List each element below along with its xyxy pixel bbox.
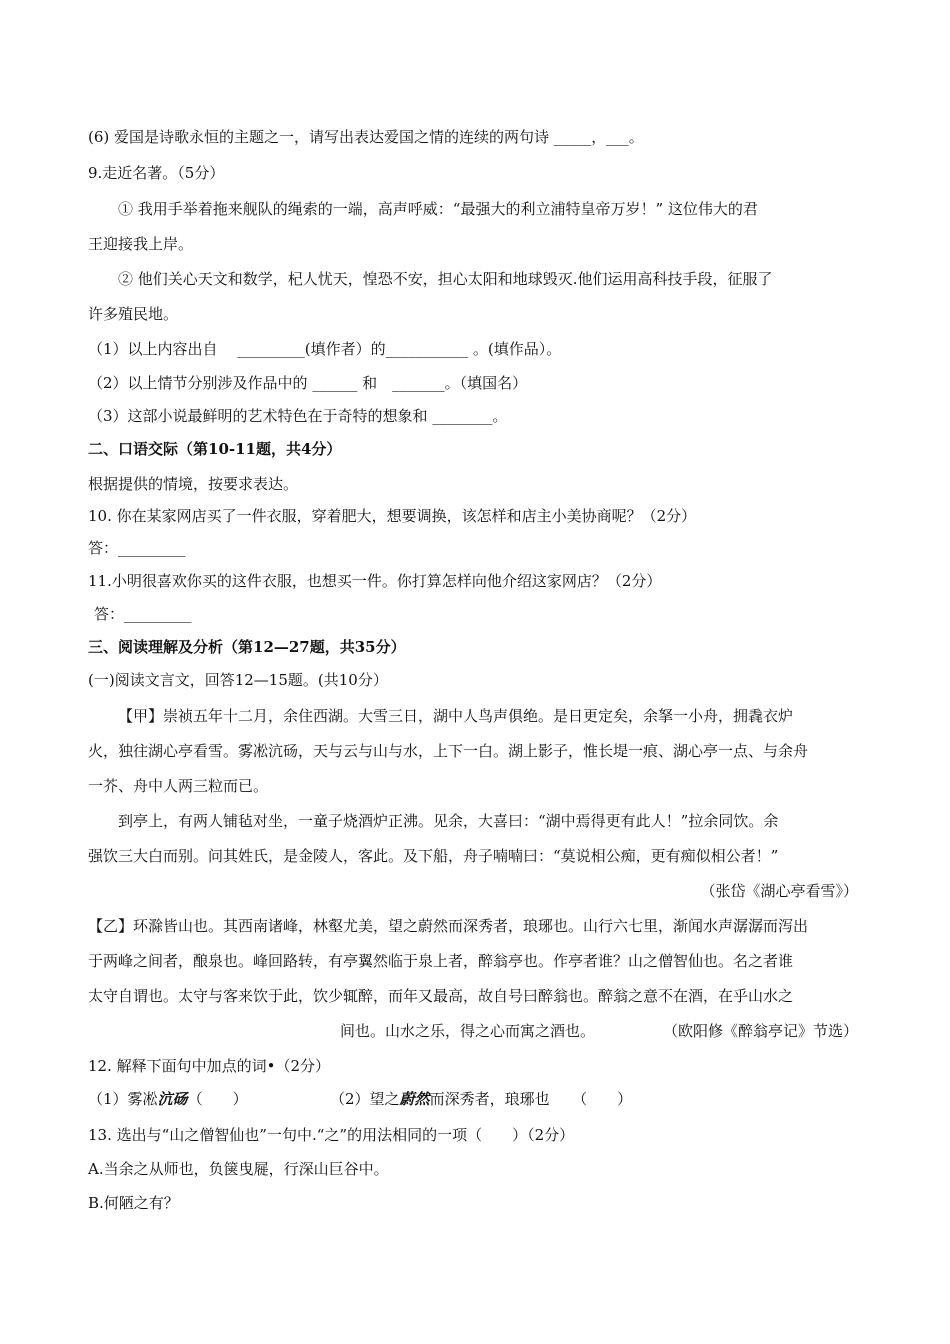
jia-line1: 【甲】崇祯五年十二月，余住西湖。大雪三日，湖中人鸟声俱绝。是日更定矣，余拏一小舟，拥毳衣炉 xyxy=(118,707,794,725)
q13-text: 13. 选出与“山之僧智仙也”一句中.“之”的用法相同的一项（ ）（2分） xyxy=(88,1126,575,1144)
q12-text: 12. 解释下面句中加点的词•（2分） xyxy=(88,1057,331,1075)
q9-sub2: （2）以上情节分别涉及作品中的 ______ 和 _______。（填国名） xyxy=(88,374,528,392)
q12-1-blank: （ ） xyxy=(187,1090,248,1108)
q9-passage2-line2: 许多殖民地。 xyxy=(88,305,179,323)
q10-answer: 答：_________ xyxy=(88,539,186,557)
q12-1-word: 沆砀 xyxy=(157,1090,188,1108)
q12-1-prefix: （1）雾凇 xyxy=(88,1090,158,1108)
jia-line2: 火，独往湖心亭看雪。雾凇沆砀，天与云与山与水，上下一白。湖上影子，惟长堤一痕、湖心亭一点、与余舟 xyxy=(88,742,809,760)
section2-heading: 二、口语交际（第10-11题，共4分） xyxy=(88,440,342,458)
jia-line5: 强饮三大白而别。问其姓氏，是金陵人，客此。及下船，舟子喃喃曰：“莫说相公痴，更有痴似相公者！” xyxy=(88,847,779,865)
q9-title: 9.走近名著。（5分） xyxy=(88,164,225,182)
q12-items-2 xyxy=(330,1088,632,1110)
q9-sub1: （1）以上内容出自 _________(填作者）的___________ 。(填作品）。 xyxy=(88,340,562,358)
q9-passage1-line1: ① 我用手举着拖来舰队的绳索的一端，高声呼威：“最强大的利立浦特皇帝万岁！” 这位伟大的君 xyxy=(118,200,758,218)
q9-passage2-line1: ② 他们关心天文和数学，杞人忧天，惶恐不安，担心太阳和地球毁灭.他们运用高科技手段，征服了 xyxy=(118,270,773,288)
jia-line3: 一芥、舟中人两三粒而已。 xyxy=(88,777,269,795)
q13-option-b: B.何陋之有？ xyxy=(88,1194,179,1212)
q12-items xyxy=(88,1088,248,1110)
section3-heading: 三、阅读理解及分析（第12—27题，共35分） xyxy=(88,638,406,656)
q12-2-prefix: （2）望之 xyxy=(330,1090,400,1108)
yi-line1: 【乙】环滁皆山也。其西南诸峰，林壑尤美，望之蔚然而深秀者，琅琊也。山行六七里，渐闻水声潺潺而泻出 xyxy=(88,917,809,935)
q10-text: 10. 你在某家网店买了一件衣服，穿着肥大，想要调换，该怎样和店主小美协商呢？（2分） xyxy=(88,507,697,525)
yi-source: （欧阳修《醉翁亭记》节选） xyxy=(662,1022,858,1040)
q9-passage1-line2: 王迎接我上岸。 xyxy=(88,235,194,253)
q11-answer: 答：_________ xyxy=(94,605,192,623)
q9-sub3: （3）这部小说最鲜明的艺术特色在于奇特的想象和 ________。 xyxy=(88,407,508,425)
yi-line4: 间也。山水之乐，得之心而寓之酒也。 xyxy=(340,1022,596,1040)
yi-line2: 于两峰之间者，酿泉也。峰回路转，有亭翼然临于泉上者，醉翁亭也。作亭者谁？山之僧智仙也。名之者谁 xyxy=(88,952,794,970)
q11-text: 11.小明很喜欢你买的这件衣服，也想买一件。你打算怎样向他介绍这家网店？（2分） xyxy=(88,572,662,590)
q12-2-rest: 而深秀者，琅琊也 （ ） xyxy=(429,1090,633,1108)
yi-line3: 太守自谓也。太守与客来饮于此，饮少辄醉，而年又最高，故自号曰醉翁也。醉翁之意不在酒，在乎山水之 xyxy=(88,987,794,1005)
part1-intro: (一)阅读文言文，回答12—15题。(共10分） xyxy=(88,671,388,689)
q8-line6: (6) 爱国是诗歌永恒的主题之一，请写出表达爱国之情的连续的两句诗 _____，___。 xyxy=(88,128,644,146)
jia-source: （张岱《湖心亭看雪》） xyxy=(700,882,858,900)
q12-2-word: 蔚然 xyxy=(399,1090,430,1108)
q13-option-a: A.当余之从师也，负箧曳屣，行深山巨谷中。 xyxy=(88,1160,389,1178)
section2-intro: 根据提供的情境，按要求表达。 xyxy=(88,475,299,493)
jia-line4: 到亭上，有两人铺毡对坐，一童子烧酒炉正沸。见余，大喜曰：“湖中焉得更有此人！”拉余同饮。余 xyxy=(118,812,779,830)
